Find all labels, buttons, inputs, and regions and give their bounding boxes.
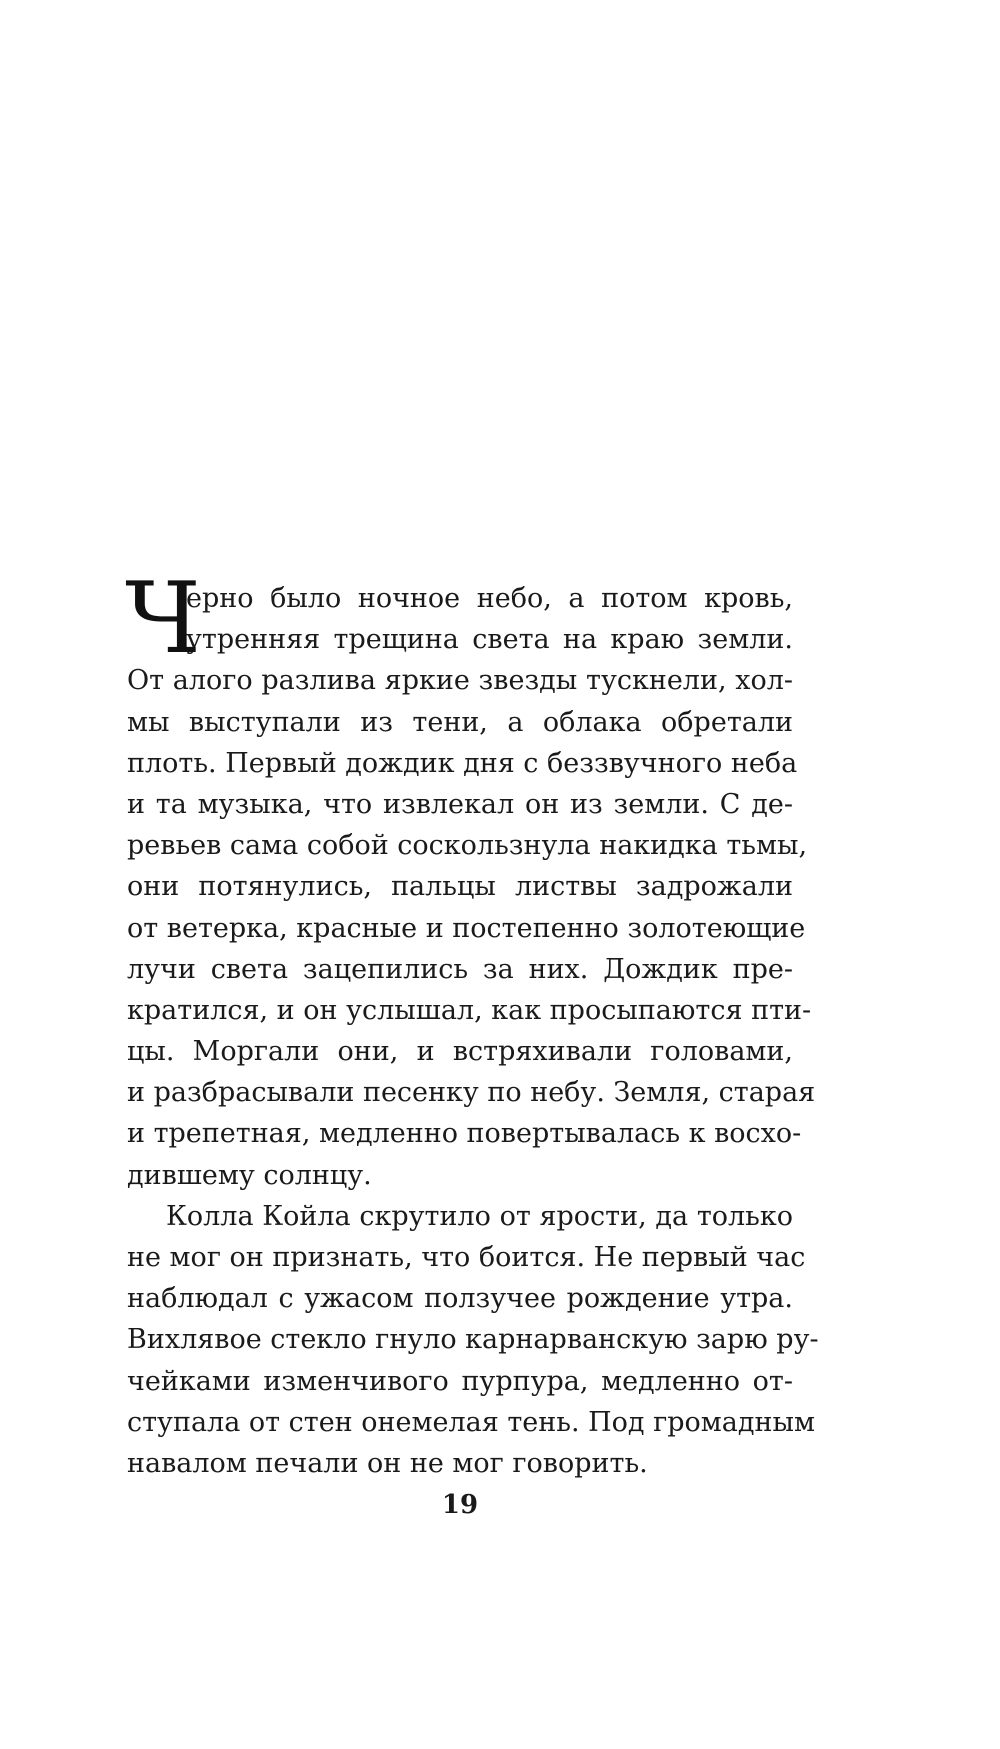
text-line: навалом печали он не мог говорить. xyxy=(127,1447,648,1479)
drop-cap: Ч xyxy=(125,562,201,676)
page-number: 19 xyxy=(441,1490,479,1520)
text-line: и трепетная, медленно повертывалась к восхо- xyxy=(127,1118,802,1150)
text-line: наблюдал с ужасом ползучее рождение утра. xyxy=(127,1283,793,1315)
text-line: не мог он признать, что боится. Не первый час xyxy=(127,1242,806,1273)
text-line: ступала от стен онемелая тень. Под громадным xyxy=(127,1406,816,1438)
text-line: мы выступали из тени, а облака обретали xyxy=(127,706,793,738)
text-line: ерно было ночное небо, а потом кровь, xyxy=(186,583,793,614)
text-line: ревьев сама собой соскользнула накидка тьмы, xyxy=(127,830,808,862)
text-line: и та музыка, что извлекал он из земли. С де- xyxy=(127,788,793,820)
body-text xyxy=(125,562,819,1484)
text-line: и разбрасывали песенку по небу. Земля, старая xyxy=(127,1077,816,1109)
text-line: Вихлявое стекло гнуло карнарванскую зарю ру- xyxy=(127,1324,819,1356)
text-line: дившему солнцу. xyxy=(127,1159,372,1191)
text-line: лучи света зацепились за них. Дождик пре- xyxy=(127,953,793,985)
text-line: они потянулись, пальцы листвы задрожали xyxy=(127,871,793,903)
text-line: чейками изменчивого пурпура, медленно от- xyxy=(127,1365,793,1397)
text-line: плоть. Первый дождик дня с беззвучного неба xyxy=(127,747,798,779)
text-line: кратился, и он услышал, как просыпаются пти- xyxy=(127,994,812,1026)
text-line: от ветерка, красные и постепенно золотеющие xyxy=(127,912,806,944)
text-line: От алого разлива яркие звезды тускнели, хол- xyxy=(127,665,793,697)
text-line: цы. Моргали они, и встряхивали головами, xyxy=(127,1036,793,1068)
text-line: утренняя трещина света на краю земли. xyxy=(186,624,793,656)
text-line: Колла Койла скрутило от ярости, да только xyxy=(166,1200,793,1232)
